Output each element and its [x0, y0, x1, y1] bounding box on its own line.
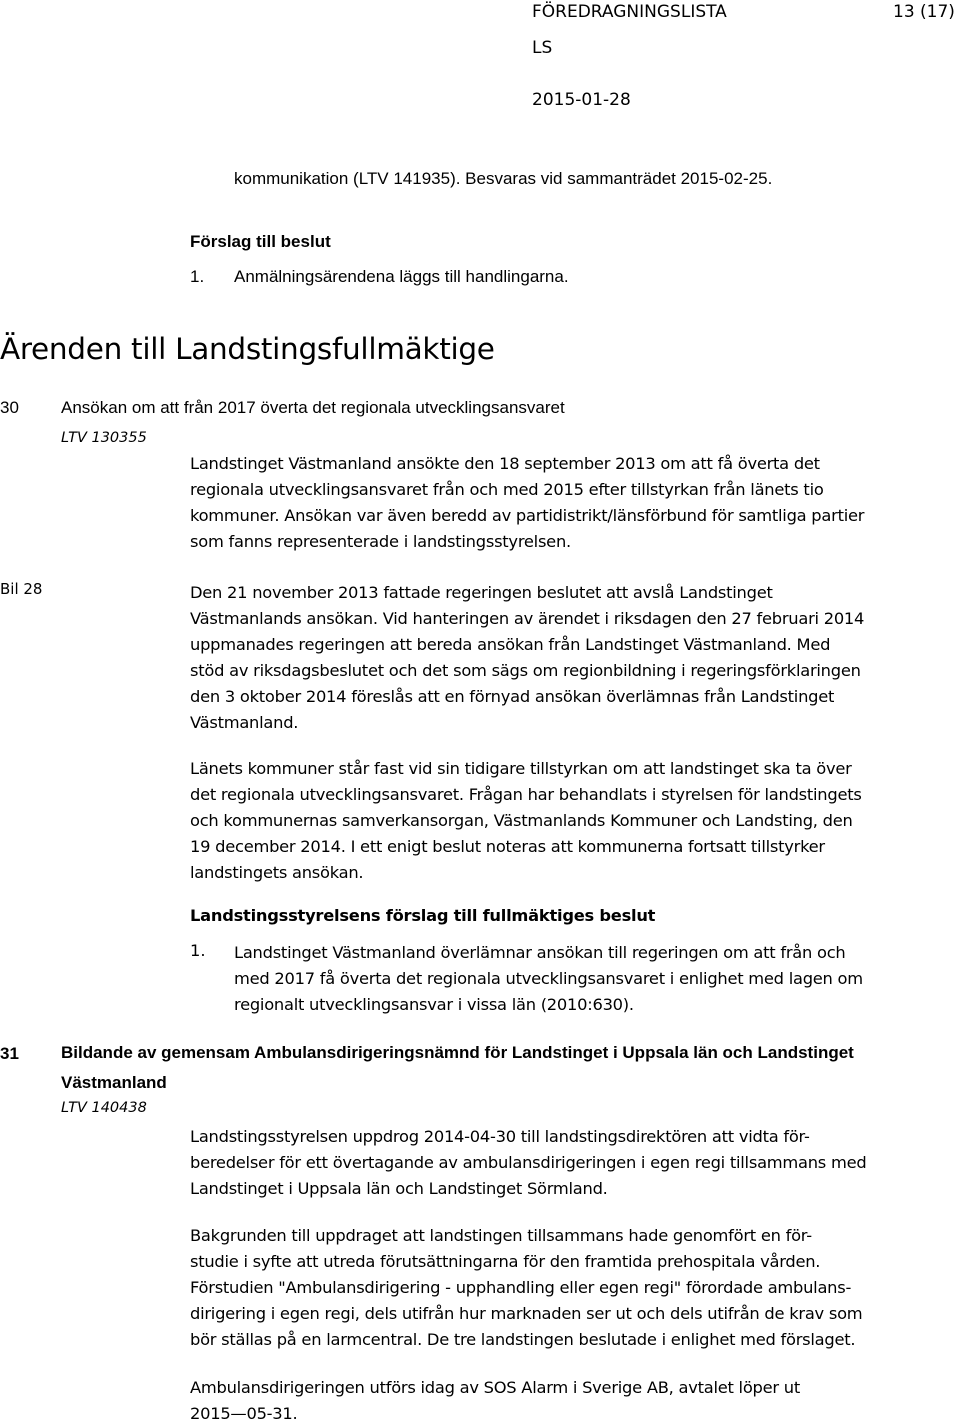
- case-reference: LTV 140438: [61, 1100, 147, 1116]
- item-number: 31: [0, 1044, 19, 1063]
- item-title: [61, 1038, 854, 1098]
- text-line: uppmanades regeringen att bereda ansökan från Landstinget Västmanland. Med: [190, 635, 831, 654]
- text-line: dirigering i egen regi, dels utifrån hur marknaden ser ut och dels utifrån de krav som: [190, 1304, 863, 1323]
- paragraph: [190, 1223, 862, 1353]
- paragraph: [190, 1375, 800, 1427]
- text-line: Landstinget Västmanland ansökte den 18 september 2013 om att få överta det: [190, 454, 820, 473]
- title-line: Västmanland: [61, 1073, 167, 1092]
- continuation-line: kommunikation (LTV 141935). Besvaras vid sammanträdet 2015-02-25.: [234, 169, 773, 188]
- title-line: Bildande av gemensam Ambulansdirigeringsnämnd för Landstinget i Uppsala län och Landstinget: [61, 1043, 854, 1062]
- text-line: 2015—05-31.: [190, 1404, 298, 1423]
- paragraph: [190, 756, 862, 886]
- proposal-heading: Landstingsstyrelsens förslag till fullmäktiges beslut: [190, 906, 656, 925]
- text-line: kommuner. Ansökan var även beredd av partidistrikt/länsförbund för samtliga partier: [190, 506, 865, 525]
- proposal-text: [234, 940, 863, 1018]
- text-line: Ambulansdirigeringen utförs idag av SOS Alarm i Sverige AB, avtalet löper ut: [190, 1378, 800, 1397]
- text-line: Landstinget Västmanland överlämnar ansökan till regeringen om att från och: [234, 943, 846, 962]
- item-number: 30: [0, 398, 19, 417]
- text-line: regionalt utvecklingsansvar i vissa län (2010:630).: [234, 995, 634, 1014]
- text-line: Landstingsstyrelsen uppdrog 2014-04-30 till landstingsdirektören att vidta för-: [190, 1127, 810, 1146]
- text-line: Länets kommuner står fast vid sin tidigare tillstyrkan om att landstinget ska ta över: [190, 759, 852, 778]
- text-line: och kommunernas samverkansorgan, Västmanlands Kommuner och Landsting, den: [190, 811, 853, 830]
- text-line: regionala utvecklingsansvaret från och med 2015 efter tillstyrkan från länets tio: [190, 480, 824, 499]
- text-line: Den 21 november 2013 fattade regeringen beslutet att avslå Landstinget: [190, 583, 773, 602]
- text-line: 19 december 2014. I ett enigt beslut noteras att kommunerna fortsatt tillstyrker: [190, 837, 825, 856]
- case-reference: LTV 130355: [61, 430, 147, 446]
- text-line: som fanns representerade i landstingsstyrelsen.: [190, 532, 571, 551]
- proposal-number: 1.: [190, 941, 206, 960]
- text-line: Förstudien "Ambulansdirigering - upphandling eller egen regi" förordade ambulans-: [190, 1278, 852, 1297]
- section-title: Ärenden till Landstingsfullmäktige: [0, 332, 495, 366]
- text-line: bör ställas på en larmcentral. De tre landstingen beslutade i enlighet med förslaget.: [190, 1330, 856, 1349]
- document-type-title: FÖREDRAGNINGSLISTA: [532, 2, 727, 22]
- text-line: det regionala utvecklingsansvaret. Frågan har behandlats i styrelsen för landstingets: [190, 785, 862, 804]
- text-line: Västmanlands ansökan. Vid hanteringen av ärendet i riksdagen den 27 februari 2014: [190, 609, 865, 628]
- proposal-text: Anmälningsärendena läggs till handlingarna.: [234, 267, 569, 286]
- page-number: 13 (17): [893, 2, 955, 22]
- item-title: Ansökan om att från 2017 överta det regionala utvecklingsansvaret: [61, 398, 565, 417]
- unit-code: LS: [532, 38, 553, 58]
- text-line: Västmanland.: [190, 713, 299, 732]
- text-line: den 3 oktober 2014 föreslås att en förnyad ansökan överlämnas från Landstinget: [190, 687, 835, 706]
- text-line: med 2017 få överta det regionala utvecklingsansvaret i enlighet med lagen om: [234, 969, 863, 988]
- text-line: Bakgrunden till uppdraget att landstingen tillsammans hade genomfört en för-: [190, 1226, 812, 1245]
- text-line: Landstinget i Uppsala län och Landstinget Sörmland.: [190, 1179, 608, 1198]
- attachment-ref: Bil 28: [0, 580, 43, 598]
- text-line: studie i syfte att utreda förutsättningarna för den framtida prehospitala vården.: [190, 1252, 821, 1271]
- paragraph: [190, 451, 864, 555]
- proposal-number: 1.: [190, 267, 205, 286]
- meeting-date: 2015-01-28: [532, 90, 631, 110]
- text-line: landstingets ansökan.: [190, 863, 364, 882]
- text-line: beredelser för ett övertagande av ambulansdirigeringen i egen regi tillsammans med: [190, 1153, 867, 1172]
- proposal-heading: Förslag till beslut: [190, 232, 331, 251]
- paragraph: [190, 580, 864, 736]
- text-line: stöd av riksdagsbeslutet och det som sägs om regionbildning i regeringsförklaringen: [190, 661, 861, 680]
- paragraph: [190, 1124, 866, 1202]
